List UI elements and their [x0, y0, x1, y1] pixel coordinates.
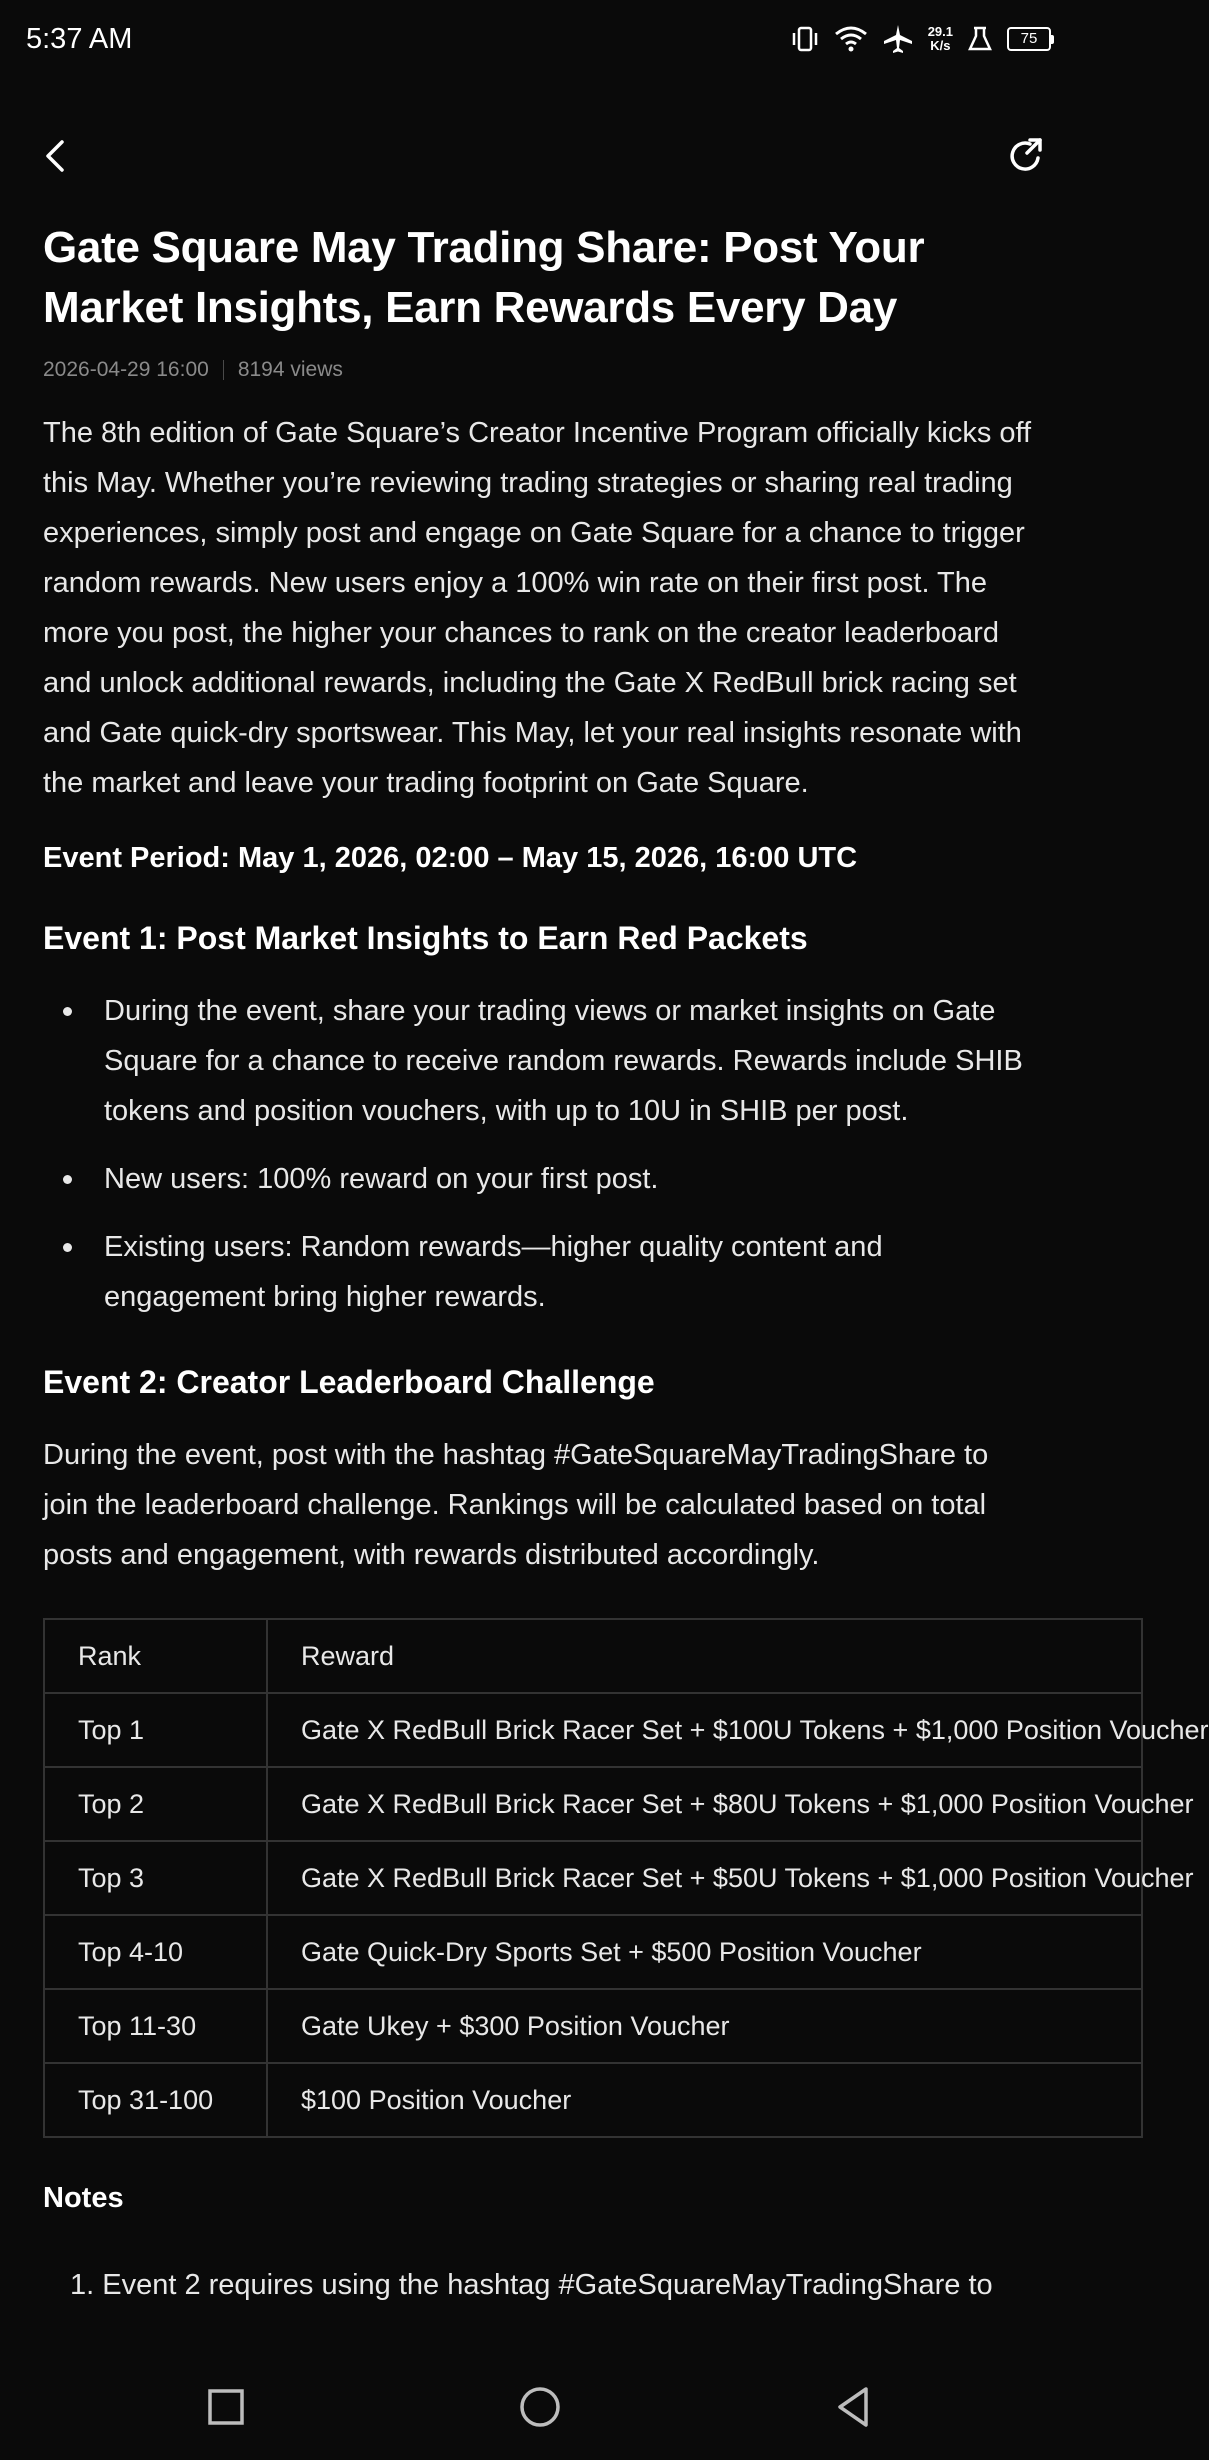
note-item: 1. Event 2 requires using the hashtag #GateSquareMayTradingShare to [70, 2269, 993, 2301]
reward-cell: Gate X RedBull Brick Racer Set + $100U Tokens + $1,000 Position Voucher [267, 1693, 1142, 1767]
rewards-table-scroll[interactable] [43, 1618, 1209, 2138]
reward-cell: $100 Position Voucher [267, 2063, 1142, 2137]
header-rank: Rank [44, 1619, 267, 1693]
rank-cell: Top 3 [44, 1841, 267, 1915]
rank-cell: Top 11-30 [44, 1989, 267, 2063]
event2-heading: Event 2: Creator Leaderboard Challenge [43, 1364, 655, 1400]
event2-paragraph: During the event, post with the hashtag #GateSquareMayTradingShare to join the leaderboard challenge. Rankings will be calculated based on total posts and engagement, with rewards distributed accordingly. [43, 1439, 989, 1571]
vibrate-icon [790, 24, 820, 54]
top-nav [0, 120, 1080, 192]
battery-level: 75 [1007, 27, 1051, 51]
circle-icon [512, 2379, 568, 2435]
rank-cell: Top 4-10 [44, 1915, 267, 1989]
reward-cell: Gate X RedBull Brick Racer Set + $80U Tokens + $1,000 Position Voucher [267, 1767, 1142, 1841]
reward-cell: Gate Ukey + $300 Position Voucher [267, 1989, 1142, 2063]
list-item: New users: 100% reward on your first post. [43, 1154, 1037, 1204]
system-nav-bar [0, 2355, 1080, 2460]
table-row [44, 1915, 1142, 1989]
list-item: Existing users: Random rewards—higher quality content and engagement bring higher rewards. [43, 1222, 1037, 1322]
back-button[interactable] [34, 132, 82, 180]
wifi-icon [834, 24, 868, 54]
square-icon [198, 2379, 254, 2435]
rank-cell: Top 31-100 [44, 2063, 267, 2137]
reward-cell: Gate X RedBull Brick Racer Set + $50U Tokens + $1,000 Position Voucher [267, 1841, 1142, 1915]
status-time: 5:37 AM [26, 22, 133, 55]
network-speed [928, 25, 953, 53]
intro-paragraph: The 8th edition of Gate Square’s Creator Incentive Program officially kicks off this May. Whether you’re reviewing trading strategies or sharing real trading experiences, simply post and engage on Gate Square for a chance to trigger random rewards. New users enjoy a 100% win rate on their first post. The more you post, the higher your chances to rank on the creator leaderboard and unlock additional rewards, including the Gate X RedBull brick racing set and Gate quick-dry sportswear. This May, let your real insights resonate with the market and leave your trading footprint on Gate Square. [43, 417, 1032, 799]
notes-heading: Notes [43, 2182, 124, 2214]
share-icon [1002, 132, 1050, 180]
table-row [44, 1841, 1142, 1915]
rewards-table [43, 1618, 1209, 2138]
recent-apps-button[interactable] [198, 2379, 254, 2435]
share-button[interactable] [1002, 132, 1050, 180]
status-icons [790, 23, 1054, 55]
header-reward: Reward [267, 1619, 1142, 1693]
table-header-row [44, 1619, 1142, 1693]
table-row [44, 1693, 1142, 1767]
article [43, 218, 1209, 2305]
event1-list [43, 986, 1037, 1322]
reward-cell: Gate Quick-Dry Sports Set + $500 Position Voucher [267, 1915, 1142, 1989]
event-period: Event Period: May 1, 2026, 02:00 – May 15, 2026, 16:00 UTC [43, 842, 858, 874]
home-button[interactable] [512, 2379, 568, 2435]
meta-divider [223, 360, 224, 380]
list-item: During the event, share your trading views or market insights on Gate Square for a chance to receive random rewards. Rewards include SHIB tokens and position vouchers, with up to 10U in SHIB per post. [43, 986, 1037, 1136]
rank-cell: Top 2 [44, 1767, 267, 1841]
table-row [44, 1989, 1142, 2063]
status-bar [0, 0, 1080, 78]
flask-icon [967, 25, 993, 53]
back-nav-button[interactable] [826, 2379, 882, 2435]
airplane-icon [882, 23, 914, 55]
speed-value: 29.1 [927, 24, 953, 39]
event1-heading: Event 1: Post Market Insights to Earn Red Packets [43, 920, 808, 956]
publish-date: 2026-04-29 16:00 [43, 358, 209, 381]
triangle-back-icon [826, 2379, 882, 2435]
article-title: Gate Square May Trading Share: Post Your Market Insights, Earn Rewards Every Day [43, 223, 925, 332]
speed-unit: K/s [930, 38, 951, 53]
table-row [44, 2063, 1142, 2137]
table-row [44, 1767, 1142, 1841]
chevron-left-icon [34, 132, 82, 180]
rank-cell: Top 1 [44, 1693, 267, 1767]
view-count: 8194 views [237, 358, 343, 381]
battery-tip [1051, 35, 1054, 44]
battery-indicator [1007, 27, 1054, 51]
article-meta [43, 358, 1037, 382]
